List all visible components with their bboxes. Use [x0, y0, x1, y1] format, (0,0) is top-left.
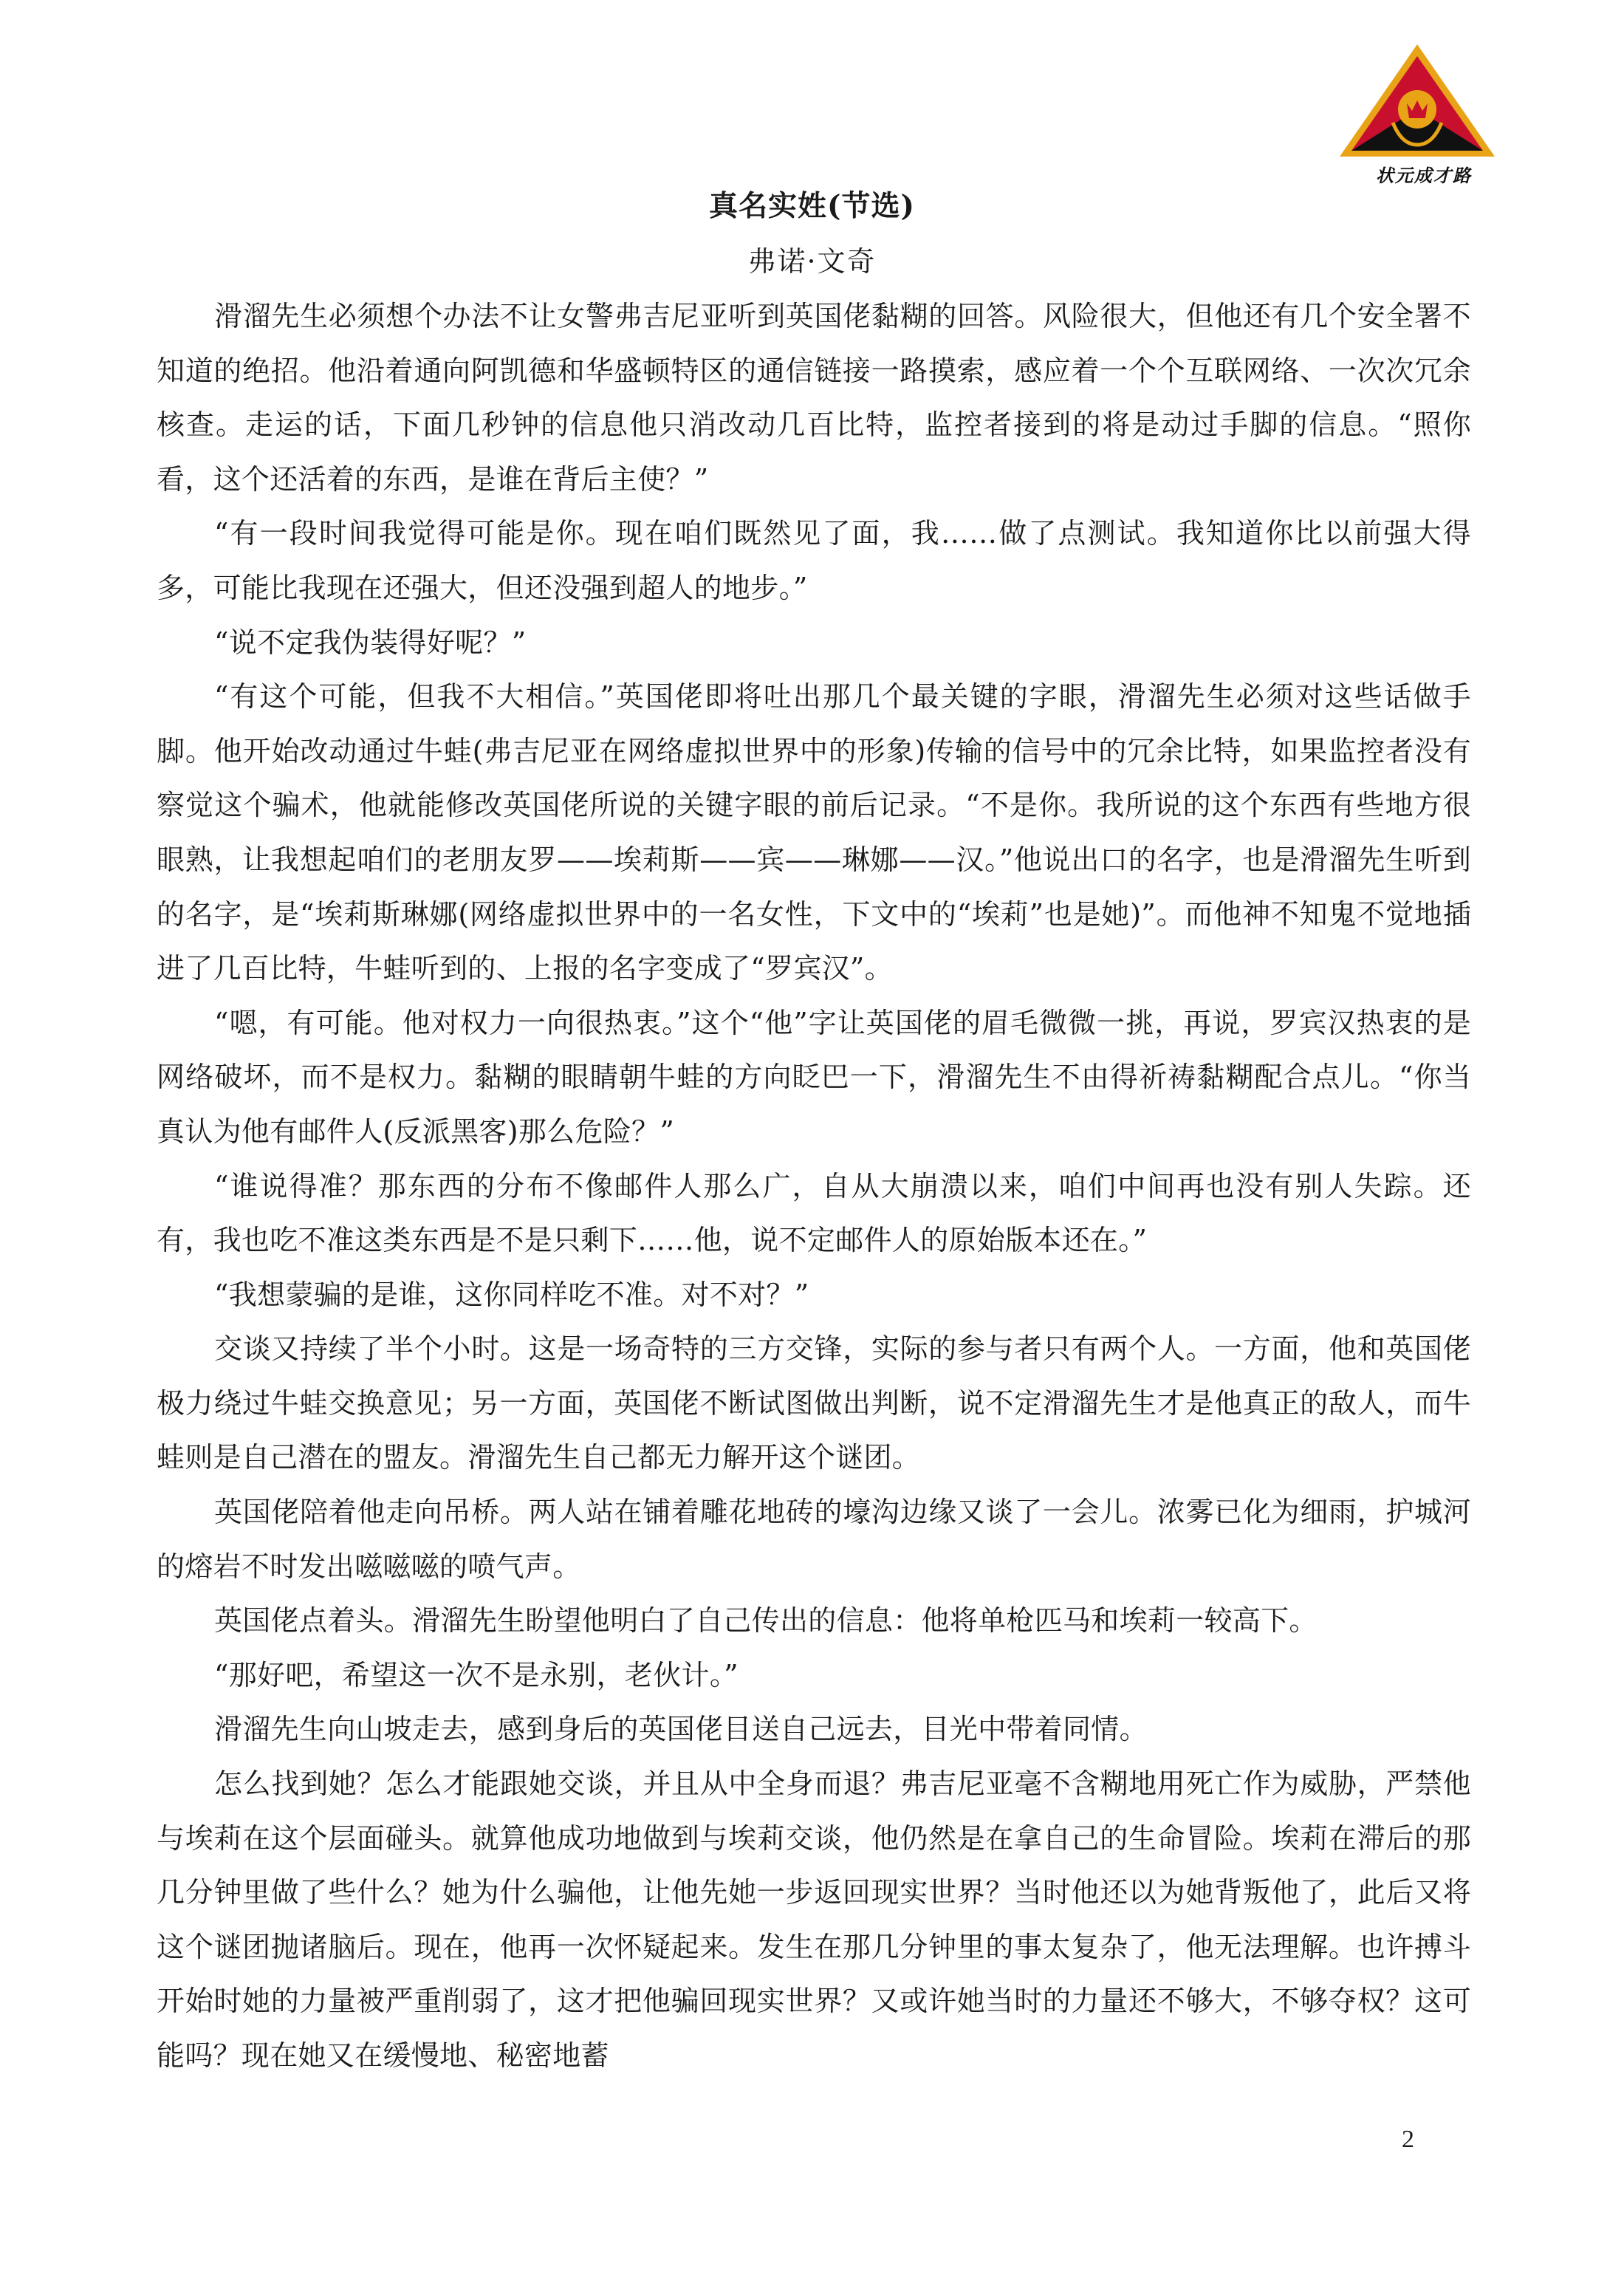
- paragraph: “有一段时间我觉得可能是你。现在咱们既然见了面，我……做了点测试。我知道你比以前强大得多，可能比我现在还强大，但还没强到超人的地步。”: [157, 517, 1471, 604]
- paragraph: “那好吧，希望这一次不是永别，老伙计。”: [214, 1658, 739, 1691]
- paragraph: “嗯，有可能。他对权力一向很热衷。”这个“他”字让英国佬的眉毛微微一挑，再说，罗宾汉热衷的是网络破坏，而不是权力。黏糊的眼睛朝牛蛙的方向眨巴一下，滑溜先生不由得祈祷黏糊配合点儿。“你当真认为他有邮件人(反派黑客)那么危险？”: [157, 1006, 1471, 1148]
- logo-text: 状元成才路: [1376, 165, 1472, 186]
- paragraph: “我想蒙骗的是谁，这你同样吃不准。对不对？”: [214, 1278, 809, 1311]
- article-body: [157, 290, 1471, 2084]
- paragraph: 滑溜先生向山坡走去，感到身后的英国佬目送自己远去，目光中带着同情。: [214, 1713, 1148, 1746]
- article-title: 真名实姓(节选): [709, 189, 915, 223]
- paragraph: 英国佬点着头。滑溜先生盼望他明白了自己传出的信息：他将单枪匹马和埃莉一较高下。: [214, 1604, 1318, 1637]
- paragraph: “谁说得准？那东西的分布不像邮件人那么广，自从大崩溃以来，咱们中间再也没有别人失踪。还有，我也吃不准这类东西是不是只剩下……他，说不定邮件人的原始版本还在。”: [157, 1169, 1471, 1257]
- crown-shield-triangle-logo-icon: [1335, 41, 1499, 160]
- paragraph: 交谈又持续了半个小时。这是一场奇特的三方交锋，实际的参与者只有两个人。一方面，他和英国佬极力绕过牛蛙交换意见；另一方面，英国佬不断试图做出判断，说不定滑溜先生才是他真正的敌人，而牛蛙则是自己潜在的盟友。滑溜先生自己都无力解开这个谜团。: [157, 1332, 1471, 1474]
- article-author: 弗诺·文奇: [747, 245, 877, 278]
- publisher-logo: [1335, 41, 1499, 186]
- paragraph: “有这个可能，但我不大相信。”英国佬即将吐出那几个最关键的字眼，滑溜先生必须对这些话做手脚。他开始改动通过牛蛙(弗吉尼亚在网络虚拟世界中的形象)传输的信号中的冗余比特，如果监控者没有察觉这个骗术，他就能修改英国佬所说的关键字眼的前后记录。“不是你。我所说的这个东西有些地方很眼熟，让我想起咱们的老朋友罗——埃莉斯——宾——琳娜——汉。”他说出口的名字，也是滑溜先生听到的名字，是“埃莉斯琳娜(网络虚拟世界中的一名女性，下文中的“埃莉”也是她)”。而他神不知鬼不觉地插进了几百比特，牛蛙听到的、上报的名字变成了“罗宾汉”。: [157, 680, 1471, 985]
- paragraph: 怎么找到她？怎么才能跟她交谈，并且从中全身而退？弗吉尼亚毫不含糊地用死亡作为威胁，严禁他与埃莉在这个层面碰头。就算他成功地做到与埃莉交谈，他仍然是在拿自己的生命冒险。埃莉在滞后的那几分钟里做了些什么？她为什么骗他，让他先她一步返回现实世界？当时他还以为她背叛他了，此后又将这个谜团抛诸脑后。现在，他再一次怀疑起来。发生在那几分钟里的事太复杂了，他无法理解。也许搏斗开始时她的力量被严重削弱了，这才把他骗回现实世界？又或许她当时的力量还不够大，不够夺权？这可能吗？现在她又在缓慢地、秘密地蓄: [157, 1767, 1471, 2072]
- paragraph: “说不定我伪装得好呢？”: [214, 626, 527, 659]
- page-number: 2: [1402, 2126, 1414, 2153]
- paragraph: 滑溜先生必须想个办法不让女警弗吉尼亚听到英国佬黏糊的回答。风险很大，但他还有几个安全署不知道的绝招。他沿着通向阿凯德和华盛顿特区的通信链接一路摸索，感应着一个个互联网络、一次次冗余核查。走运的话，下面几秒钟的信息他只消改动几百比特，监控者接到的将是动过手脚的信息。“照你看，这个还活着的东西，是谁在背后主使？”: [157, 300, 1471, 496]
- paragraph: 英国佬陪着他走向吊桥。两人站在铺着雕花地砖的壕沟边缘又谈了一会儿。浓雾已化为细雨，护城河的熔岩不时发出嗞嗞嗞的喷气声。: [157, 1496, 1471, 1583]
